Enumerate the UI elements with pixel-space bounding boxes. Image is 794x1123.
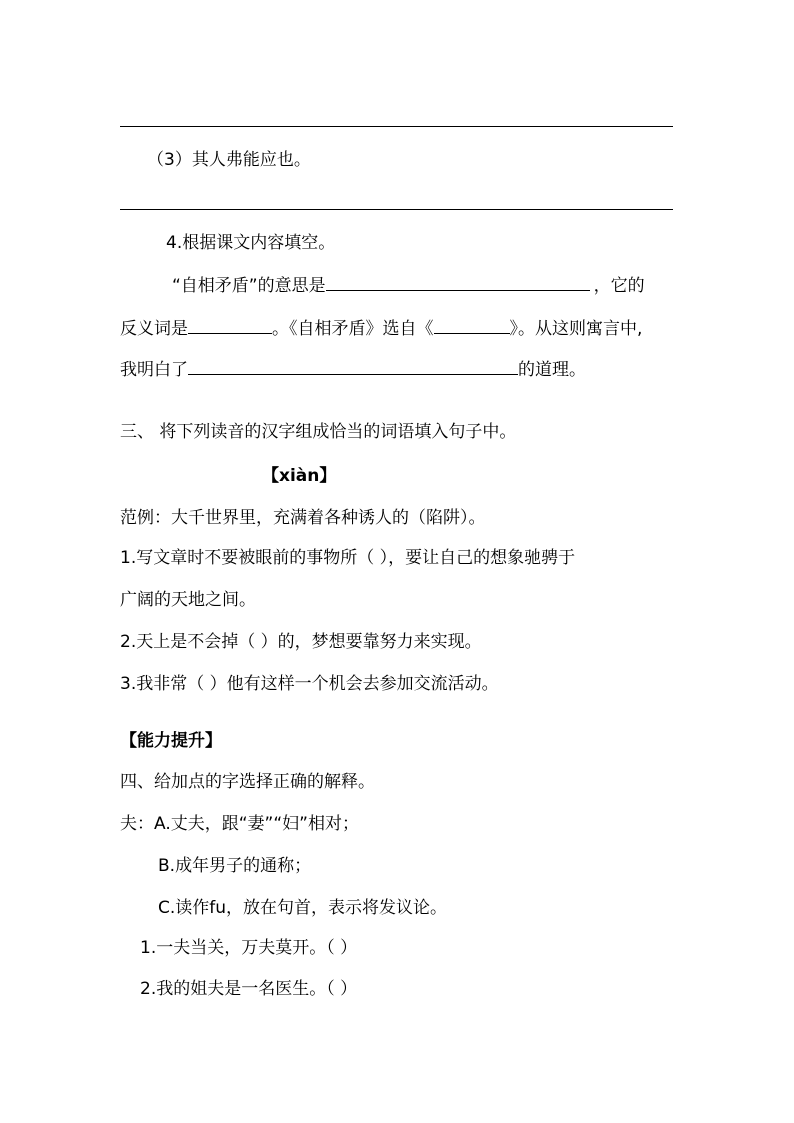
definition-a: 夫：A.丈夫，跟“妻”“妇”相对；: [120, 814, 359, 834]
section-4-question-2: 2.我的姐夫是一名医生。（ ）: [140, 979, 358, 999]
fill-text: 我明白了: [120, 360, 188, 380]
blank-meaning[interactable]: [326, 274, 590, 291]
section-3-question-1: 1.写文章时不要被眼前的事物所（ ），要让自己的想象驰骋于: [120, 548, 576, 568]
question-4-title: 4.根据课文内容填空。: [166, 233, 336, 253]
blank-antonym[interactable]: [188, 317, 272, 334]
fill-text: “自相矛盾”的意思是: [172, 276, 326, 296]
ability-heading: 【能力提升】: [120, 731, 222, 751]
fill-line-3: [120, 358, 586, 380]
section-4-question-1: 1.一夫当关，万夫莫开。（ ）: [140, 938, 358, 958]
fill-text: ，它的: [593, 276, 645, 296]
example-sentence: 范例：大千世界里，充满着各种诱人的（陷阱）。: [120, 508, 486, 528]
question-3-item: （3）其人弗能应也。: [147, 150, 311, 170]
fill-line-1: [172, 274, 645, 296]
fill-line-2: [120, 317, 642, 339]
section-3-question-1-cont: 广阔的天地之间。: [120, 590, 256, 610]
section-3-question-2: 2.天上是不会掉（ ）的，梦想要靠努力来实现。: [120, 632, 482, 652]
pinyin-label: 【xiàn】: [262, 466, 337, 486]
definition-c: C.读作fu，放在句首，表示将发议论。: [158, 898, 448, 918]
blank-lesson[interactable]: [188, 358, 518, 375]
answer-line-top: [120, 126, 673, 127]
answer-line-item-3: [120, 209, 673, 210]
blank-source[interactable]: [434, 317, 510, 334]
fill-text: 的道理。: [518, 360, 586, 380]
fill-text: 。《自相矛盾》选自《: [272, 319, 434, 339]
fill-text: 反义词是: [120, 319, 188, 339]
section-4-heading: 四、给加点的字选择正确的解释。: [120, 772, 375, 792]
definition-b: B.成年男子的通称；: [158, 856, 312, 876]
fill-text: 》。从这则寓言中,: [509, 319, 643, 339]
section-3-heading: 三、 将下列读音的汉字组成恰当的词语填入句子中。: [120, 422, 517, 442]
section-3-question-3: 3.我非常（ ）他有这样一个机会去参加交流活动。: [120, 674, 499, 694]
